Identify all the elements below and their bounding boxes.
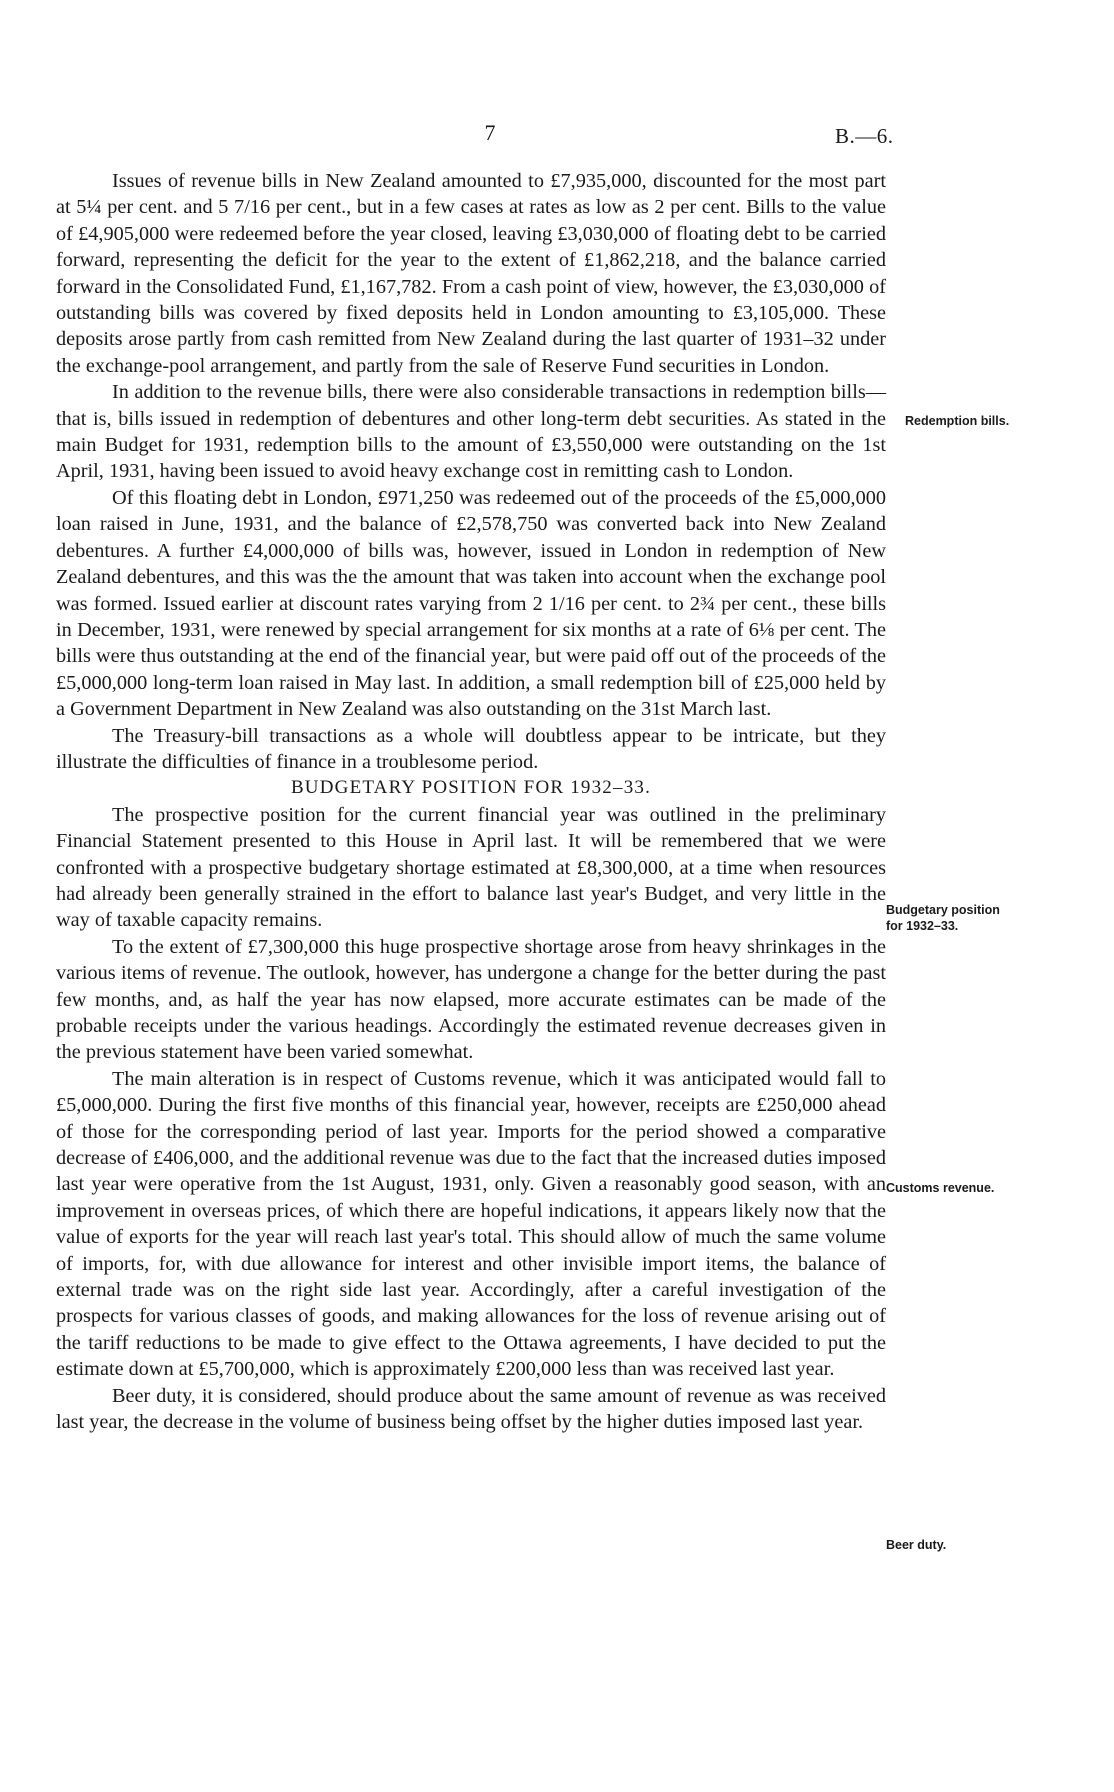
section-heading-budgetary-position: BUDGETARY POSITION FOR 1932–33. bbox=[290, 777, 652, 799]
margin-note-customs-revenue: Customs revenue. bbox=[886, 1181, 995, 1195]
document-reference: B.—6. bbox=[835, 124, 894, 148]
body-text bbox=[56, 168, 886, 1436]
paragraph-beer-duty: Beer duty, it is considered, should produce about the same amount of revenue as was received last year, the decrease in the volume of business being offset by the higher duties imposed last year. bbox=[56, 1384, 886, 1434]
margin-note-redemption-bills: Redemption bills. bbox=[905, 414, 1010, 428]
margin-note-budgetary-position: Budgetary position for 1932–33. bbox=[886, 903, 1000, 933]
paragraph-prospective-shortage: To the extent of £7,300,000 this huge prospective shortage arose from heavy shrinkages in the various items of revenue. The outlook, however, has undergone a change for the better during the past few months, and, as half the year has now elapsed, more accurate estimates can be made of the probable receipts under the various headings. Accordingly the estimated revenue decreases given in the previous statement have been varied somewhat. bbox=[56, 935, 886, 1064]
paragraph-prospective-position: The prospective position for the current financial year was outlined in the preliminary Financial Statement presented to this House in April last. It will be remembered that we were confronted with a prospective budgetary shortage estimated at £8,300,000, at a time when resources had already been generally strained in the effort to balance last year's Budget, and very little in the way of taxable capacity remains. bbox=[56, 803, 886, 932]
paragraph-redemption-bills: In addition to the revenue bills, there were also considerable transactions in redemption bills—that is, bills issued in redemption of debentures and other long-term debt securities. As stated in the main Budget for 1931, redemption bills to the amount of £3,550,000 were outstanding on the 1st April, 1931, having been issued to avoid heavy exchange cost in remitting cash to London. bbox=[56, 381, 886, 483]
paragraph-treasury-bills: The Treasury-bill transactions as a whole will doubtless appear to be intricate, but they illustrate the difficulties of finance in a troublesome period. bbox=[56, 724, 886, 773]
page-number: 7 bbox=[484, 120, 496, 145]
paragraph-customs-revenue: The main alteration is in respect of Customs revenue, which it was anticipated would fall to £5,000,000. During the first five months of this financial year, however, receipts are £250,000 ahead of those for the corresponding period of last year. Imports for the period showed a comparative decrease of £406,000, and the additional revenue was due to the fact that the increased duties imposed last year were operative from the 1st August, 1931, only. Given a reasonably good season, with an improvement in overseas prices, of which there are hopeful indications, it appears likely now that the value of exports for the year will reach last year's total. This should allow of much the same volume of imports, for, with due allowance for interest and other invisible import items, the balance of external trade was on the right side last year. Accordingly, after a careful investigation of the prospects for various classes of goods, and making allowances for the loss of revenue arising out of the tariff reductions to be made to give effect to the Ottawa agreements, I have decided to put the estimate down at £5,700,000, which is approximately £200,000 less than was received last year. bbox=[56, 1067, 886, 1381]
paragraph-floating-debt: Of this floating debt in London, £971,250 was redeemed out of the proceeds of the £5,000,000 loan raised in June, 1931, and the balance of £2,578,750 was converted back into New Zealand debentures. A further £4,000,000 of bills was, however, issued in London in redemption of New Zealand debentures, and this was the the amount that was taken into account when the exchange pool was formed. Issued earlier at discount rates varying from 2 1/16 per cent. to 2¾ per cent., these bills in December, 1931, were renewed by special arrangement for six months at a rate of 6⅛ per cent. The bills were thus outstanding at the end of the financial year, but were paid off out of the proceeds of the £5,000,000 long-term loan raised in May last. In addition, a small redemption bill of £25,000 held by a Government Department in New Zealand was also outstanding on the 31st March last. bbox=[56, 486, 886, 721]
paragraph-revenue-bills: Issues of revenue bills in New Zealand amounted to £7,935,000, discounted for the most part at 5¼ per cent. and 5 7/16 per cent., but in a few cases at rates as low as 2 per cent. Bills to the value of £4,905,000 were redeemed before the year closed, leaving £3,030,000 of floating debt to be carried forward, representing the deficit for the year to the extent of £1,862,218, and the balance carried forward in the Consolidated Fund, £1,167,782. From a cash point of view, however, the £3,030,000 of outstanding bills was covered by fixed deposits held in London amounting to £3,105,000. These deposits arose partly from cash remitted from New Zealand during the last quarter of 1931–32 under the exchange-pool arrangement, and partly from the sale of Reserve Fund securities in London. bbox=[56, 170, 886, 377]
margin-note-beer-duty: Beer duty. bbox=[886, 1538, 947, 1552]
